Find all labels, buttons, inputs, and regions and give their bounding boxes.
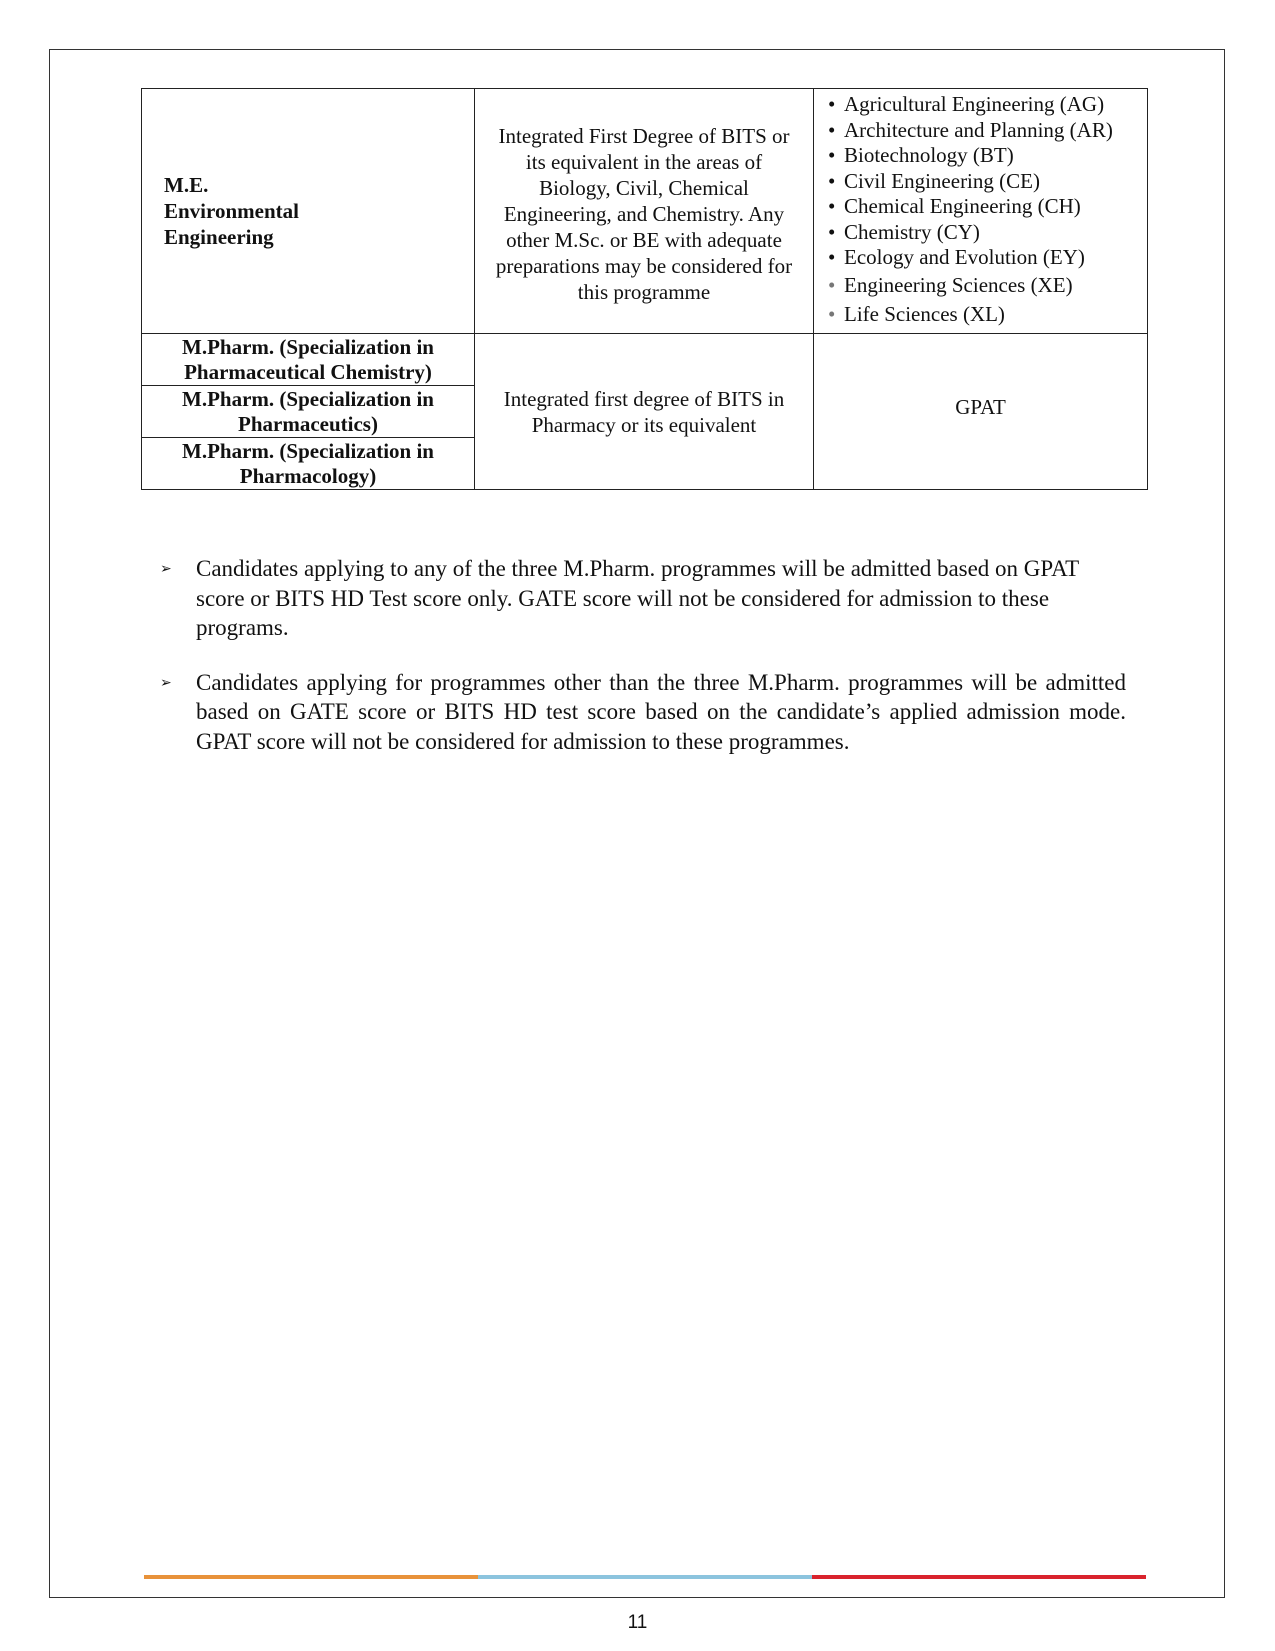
gate-paper-list xyxy=(814,90,1147,332)
table-row-mpharm-pharmaceutical-chemistry xyxy=(142,334,1148,386)
table-row-me-environmental xyxy=(142,89,1148,334)
eligibility-cell-me: Integrated First Degree of BITS or its equivalent in the areas of Biology, Civil, Chemical Engineering, and Chemistry. Any other M.Sc. or BE with adequate preparations may be considered for this programme xyxy=(475,89,814,334)
note-text: Candidates applying to any of the three M.Pharm. programmes will be admitted based on GPAT score or BITS HD Test score only. GATE score will not be considered for admission to these programs. xyxy=(196,556,1079,640)
programme-name-line: M.E. xyxy=(164,173,209,197)
programme-name-line: Environmental xyxy=(164,199,299,223)
eligibility-cell-mpharm: Integrated first degree of BITS in Pharmacy or its equivalent xyxy=(475,334,814,490)
bullet-icon: • xyxy=(828,302,836,327)
papers-cell-me xyxy=(814,89,1148,334)
note-item xyxy=(160,554,1126,643)
list-item: • Biotechnology (BT) xyxy=(828,143,1014,168)
bullet-icon: • xyxy=(828,168,836,193)
programme-name-line: Engineering xyxy=(164,225,274,249)
list-item: • Engineering Sciences (XE) xyxy=(828,271,1147,301)
list-item: • Civil Engineering (CE) xyxy=(828,168,1040,193)
arrow-bullet-icon: ➢ xyxy=(160,561,172,577)
programme-table xyxy=(141,88,1148,490)
bullet-icon: • xyxy=(828,245,836,270)
arrow-bullet-icon: ➢ xyxy=(160,674,172,691)
bullet-icon: • xyxy=(828,143,836,168)
list-item: • Ecology and Evolution (EY) xyxy=(828,245,1085,270)
programme-cell-mpharm: M.Pharm. (Specialization in Pharmaceutical Chemistry) xyxy=(142,334,475,386)
note-text: Candidates applying for programmes other than the three M.Pharm. programmes will be admitted based on GATE score or BITS HD test score based on the candidate’s applied admission mode. GPAT score will not be considered for admission to these programmes. xyxy=(196,669,1126,754)
programme-cell-mpharm: M.Pharm. (Specialization in Pharmacology) xyxy=(142,438,475,490)
programme-cell-mpharm: M.Pharm. (Specialization in Pharmaceutics) xyxy=(142,386,475,438)
footer-line-orange xyxy=(144,1575,478,1579)
bullet-icon: • xyxy=(828,92,836,117)
admission-notes xyxy=(160,554,1126,781)
footer-line-red xyxy=(812,1575,1146,1579)
bullet-icon: • xyxy=(828,117,836,142)
bullet-icon: • xyxy=(828,194,836,219)
list-item: • Agricultural Engineering (AG) xyxy=(828,92,1105,117)
list-item: • Chemistry (CY) xyxy=(828,219,980,244)
list-item: • Architecture and Planning (AR) xyxy=(828,117,1113,142)
programme-cell-me xyxy=(142,89,475,334)
bullet-icon: • xyxy=(828,219,836,244)
list-item: • Life Sciences (XL) xyxy=(828,300,1147,330)
list-item: • Chemical Engineering (CH) xyxy=(828,194,1081,219)
bullet-icon: • xyxy=(828,272,836,297)
test-cell-mpharm: GPAT xyxy=(814,334,1148,490)
note-item xyxy=(160,668,1126,757)
footer-line-blue xyxy=(478,1575,812,1579)
page-number: 11 xyxy=(627,1612,648,1633)
